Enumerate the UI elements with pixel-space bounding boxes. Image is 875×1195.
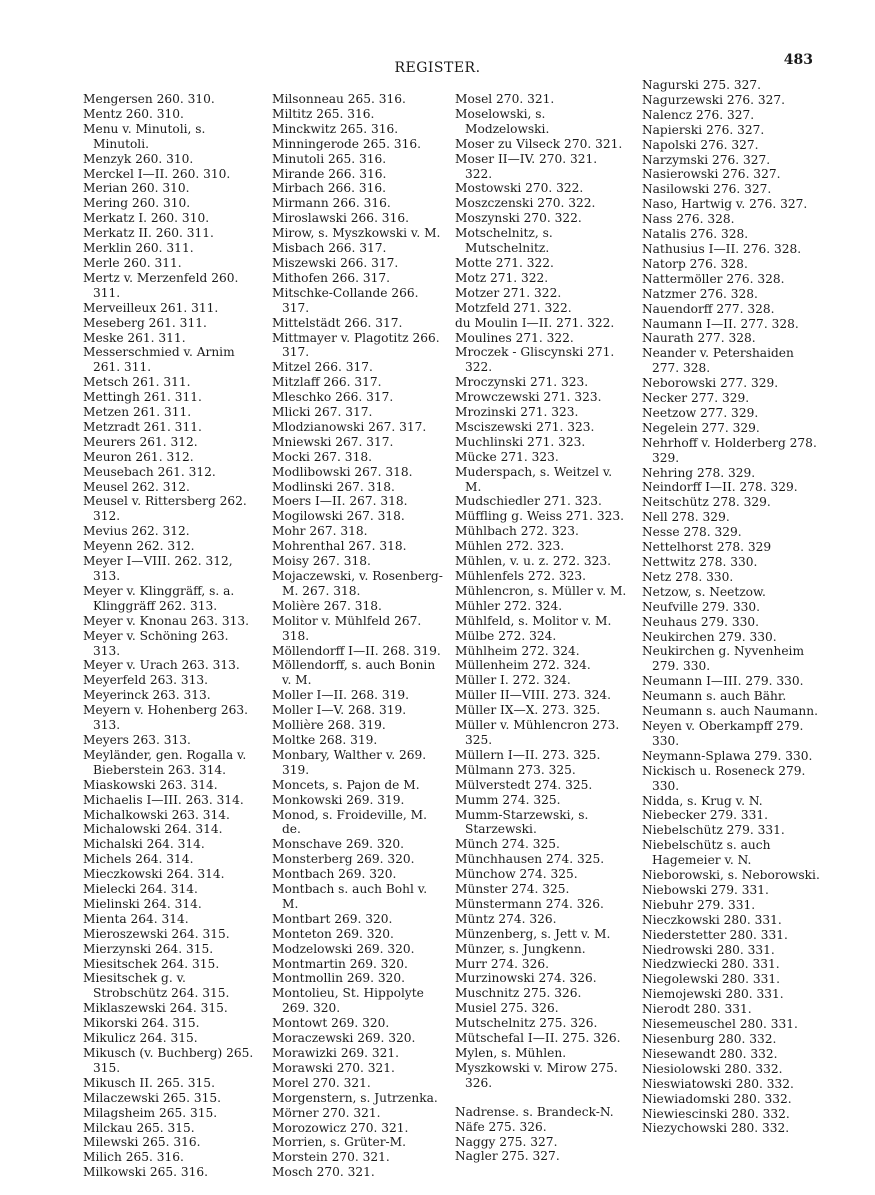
index-entry: Nieswiatowski 280. 332. [642,1076,794,1091]
index-entry: Müller IX—X. 273. 325. [455,703,601,718]
index-entry: Nass 276. 328. [642,212,735,227]
index-entry: Mosch 270. 321. [272,1165,375,1180]
index-entry: Mühlencron, s. Müller v. M. [455,583,627,598]
index-entry: Mikorski 264. 315. [83,1016,200,1031]
index-entry: Moszynski 270. 322. [455,211,582,226]
index-entry: Mielecki 264. 314. [83,882,198,897]
index-entry: Muschnitz 275. 326. [455,986,582,1001]
index-entry: Netz 278. 330. [642,569,734,584]
index-entry: Naumann I—II. 277. 328. [642,316,799,331]
index-entry: Merkatz I. 260. 310. [83,211,210,226]
index-entry: Moser II—IV. 270. 321. 322. [455,151,598,181]
index-entry: Mering 260. 310. [83,196,191,211]
index-entry: Niebelschütz 279. 331. [642,823,785,838]
index-entry: Mudschiedler 271. 323. [455,494,602,509]
index-entry: Mücke 271. 323. [455,449,559,464]
index-entry: Morozowicz 270. 321. [272,1120,409,1135]
index-column-3 [455,92,628,1164]
index-entry: Müllern I—II. 273. 325. [455,747,601,762]
index-entry: Muchlinski 271. 323. [455,434,586,449]
index-entry: Mitschke-Collande 266. 317. [272,285,419,315]
index-entry: Modlinski 267. 318. [272,479,395,494]
index-entry: Michalowski 264. 314. [83,822,223,837]
index-entry: Niederstetter 280. 331. [642,927,788,942]
index-entry: Mitzel 266. 317. [272,360,373,375]
index-entry: Mylen, s. Mühlen. [455,1046,567,1060]
index-entry: Monod, s. Froideville, M. de. [272,807,427,837]
index-entry: Nell 278. 329. [642,510,730,525]
index-entry: Meyerfeld 263. 313. [83,673,209,688]
index-entry: Mollière 268. 319. [272,718,386,733]
index-entry: Merian 260. 310. [83,181,190,196]
index-entry: Michaelis I—III. 263. 314. [83,792,244,807]
index-entry: Mirmann 266. 316. [272,196,391,211]
index-entry: Motschelnitz, s. Mutschelnitz. [455,226,553,256]
index-entry: Nagler 275. 327. [455,1149,560,1164]
index-entry: Murr 274. 326. [455,956,550,971]
index-entry: Negelein 277. 329. [642,420,760,435]
index-entry: Niedrowski 280. 331. [642,942,775,957]
index-entry: Montolieu, St. Hippolyte 269. 320. [272,986,424,1016]
index-entry: Naggy 275. 327. [455,1134,558,1149]
index-entry: Niegolewski 280. 331. [642,972,781,987]
index-entry: Monbary, Walther v. 269. 319. [272,747,427,777]
index-entry: Münstermann 274. 326. [455,896,604,911]
index-entry: Moncets, s. Pajon de M. [272,777,420,792]
index-entry: Meyer I—VIII. 262. 312, 313. [83,554,233,583]
index-entry: Nieczkowski 280. 331. [642,912,782,927]
index-entry: Mroczynski 271. 323. [455,375,589,390]
index-entry: Mentz 260. 310. [83,106,184,121]
index-entry: Molitor v. Mühlfeld 267. 318. [272,613,422,643]
index-entry: Niemojewski 280. 331. [642,987,784,1002]
index-entry: Miesitschek 264. 315. [83,956,220,971]
index-entry: Menzyk 260. 310. [83,151,194,166]
index-entry: Metzradt 261. 311. [83,419,202,434]
index-entry: Mühlheim 272. 324. [455,643,580,658]
index-entry: Mocki 267. 318. [272,449,372,464]
index-entry: Meyer v. Klinggräff, s. a. Klinggräff 262. 313. [83,583,235,613]
index-entry: Morel 270. 321. [272,1075,371,1090]
index-entry: Mettingh 261. 311. [83,390,202,405]
index-entry: Mniewski 267. 317. [272,434,394,449]
index-entry: Niebelschütz s. auch Hagemeier v. N. [642,838,771,868]
index-entry: Merklin 260. 311. [83,241,194,256]
index-entry: Meusel v. Rittersberg 262. 312. [83,494,247,524]
index-entry: Nieborowski, s. Neborowski. [642,868,820,883]
index-entry: Münch 274. 325. [455,837,560,852]
index-entry: Möllendorff, s. auch Bonin v. M. [272,658,436,688]
index-entry: Meusebach 261. 312. [83,464,216,479]
index-entry: Mierzynski 264. 315. [83,941,214,956]
index-entry: Nidda, s. Krug v. N. [642,793,763,808]
index-entry: Motzer 271. 322. [455,285,562,300]
index-entry: Minutoli 265. 316. [272,151,387,166]
index-entry: Mostowski 270. 322. [455,181,584,196]
index-entry: Neborowski 277. 329. [642,376,779,391]
index-entry: Müllenheim 272. 324. [455,658,591,673]
running-header-title: REGISTER. [394,60,481,76]
index-entry: Morgenstern, s. Jutrzenka. [272,1090,438,1105]
index-entry: Niesiolowski 280. 332. [642,1061,783,1076]
index-entry: Myszkowski v. Mirow 275. 326. [455,1060,618,1090]
index-entry: Nalencz 276. 327. [642,107,755,122]
index-entry: Mogilowski 267. 318. [272,509,405,524]
index-entry: Mikusch (v. Buchberg) 265. 315. [83,1046,254,1075]
index-entry: Moselowski, s. Modzelowski. [455,106,550,136]
index-entry: Niedzwiecki 280. 331. [642,957,780,972]
index-entry: Münchow 274. 325. [455,867,578,882]
index-entry: Milich 265. 316. [83,1150,184,1165]
index-entry: Mühlenfels 272. 323. [455,569,587,583]
index-entry: Mumm-Starzewski, s. Starzewski. [455,807,589,837]
index-entry: Merckel I—II. 260. 310. [83,166,231,181]
index-entry: Nickisch u. Roseneck 279. 330. [642,763,806,793]
index-entry: Nehrhoff v. Holderberg 278. 329. [642,435,817,465]
index-entry: Monkowski 269. 319. [272,792,405,807]
index-entry: Milkowski 265. 316. [83,1165,208,1180]
index-entry: Moller I—V. 268. 319. [272,703,407,718]
index-entry: Natalis 276. 328. [642,227,749,242]
index-entry: Mojaczewski, v. Rosenberg-M. 267. 318. [272,569,443,598]
index-entry: Mrowczewski 271. 323. [455,390,602,405]
index-entry: Merveilleux 261. 311. [83,300,219,315]
index-entry: Niewiescinski 280. 332. [642,1106,790,1121]
index-entry: Meyers 263. 313. [83,732,191,747]
index-column-1 [83,92,258,1180]
index-entry: Mleschko 266. 317. [272,390,394,405]
index-entry: Mühlfeld, s. Molitor v. M. [455,613,612,628]
index-entry: Mithofen 266. 317. [272,270,391,285]
index-entry: Mutschelnitz 275. 326. [455,1016,598,1031]
index-entry: Meyer v. Urach 263. 313. [83,658,240,673]
index-entry: Milagsheim 265. 315. [83,1105,218,1120]
index-entry: Montmollin 269. 320. [272,971,406,986]
index-entry: Michalski 264. 314. [83,837,205,852]
index-entry: Milewski 265. 316. [83,1135,201,1150]
index-entry: Nettwitz 278. 330. [642,555,758,569]
index-entry: Mroczek - Gliscynski 271. 322. [455,345,615,375]
index-entry: Meyer v. Schöning 263. 313. [83,628,229,658]
index-entry: Mienta 264. 314. [83,911,189,926]
index-entry: Meyenn 262. 312. [83,539,195,554]
index-entry: Neitschütz 278. 329. [642,495,771,510]
index-entry: Morawski 270. 321. [272,1060,395,1075]
index-entry: Meyländer, gen. Rogalla v. Bieberstein 263. 314. [83,747,247,777]
index-entry: Moraczewski 269. 320. [272,1031,416,1046]
index-entry: Moltke 268. 319. [272,732,378,747]
index-entry: Neumann s. auch Bähr. [642,689,787,704]
index-entry: Müntz 274. 326. [455,911,557,926]
index-entry: Molière 267. 318. [272,598,382,613]
index-entry: Meurers 261. 312. [83,434,198,449]
index-entry: Msciszewski 271. 323. [455,419,595,434]
index-entry: Mevius 262. 312. [83,524,190,539]
index-entry: Mittmayer v. Plagotitz 266. 317. [272,330,440,360]
index-entry: Neukirchen 279. 330. [642,629,777,644]
index-entry: Minckwitz 265. 316. [272,121,399,136]
index-entry: Miltitz 265. 316. [272,106,375,121]
index-entry: Niebowski 279. 331. [642,882,769,897]
index-entry: Naurath 277. 328. [642,331,756,346]
index-entry: Neyen v. Oberkampff 279. 330. [642,718,804,748]
index-entry: Münchhausen 274. 325. [455,852,605,867]
index-entry: Natzmer 276. 328. [642,286,758,301]
index-entry: Morawizki 269. 321. [272,1046,399,1060]
index-entry: Montbach 269. 320. [272,867,397,882]
index-entry: Neumann s. auch Naumann. [642,704,818,719]
index-entry: Meyern v. Hohenberg 263. 313. [83,703,249,733]
index-entry: Milckau 265. 315. [83,1120,195,1135]
index-entry: Miesitschek g. v. Strobschütz 264. 315. [83,971,230,1001]
index-entry: Menu v. Minutoli, s. Minutoli. [83,121,206,151]
index-entry: Merle 260. 311. [83,255,182,270]
index-entry: Nasilowski 276. 327. [642,182,772,197]
index-entry: Mühlen 272. 323. [455,539,565,554]
index-entry: Müller II—VIII. 273. 324. [455,688,611,703]
index-entry: Natorp 276. 328. [642,256,748,271]
index-entry: Münster 274. 325. [455,882,570,897]
index-entry: Nierodt 280. 331. [642,1002,752,1017]
index-entry: Niebuhr 279. 331. [642,897,756,912]
index-entry: Nattermöller 276. 328. [642,271,785,286]
index-entry: Motte 271. 322. [455,255,554,270]
index-entry: Nasierowski 276. 327. [642,167,781,182]
page-number: 483 [783,52,813,68]
index-entry: Motzfeld 271. 322. [455,300,572,315]
index-entry: Moers I—II. 267. 318. [272,494,408,509]
index-column-2 [272,92,444,1180]
index-entry: Morrien, s. Grüter-M. [272,1135,406,1150]
index-entry: Moisy 267. 318. [272,554,371,569]
index-entry: Mlicki 267. 317. [272,405,373,420]
index-entry: Metzen 261. 311. [83,405,192,420]
index-entry: Milsonneau 265. 316. [272,92,406,106]
index-entry: Meske 261. 311. [83,330,186,345]
index-entry: Mirow, s. Myszkowski v. M. [272,226,441,241]
index-entry: Mikusch II. 265. 315. [83,1075,215,1090]
index-entry: Neindorff I—II. 278. 329. [642,480,798,495]
index-entry: Michalkowski 263. 314. [83,807,230,822]
index-entry: Mühlbach 272. 323. [455,524,579,539]
index-entry: Meseberg 261. 311. [83,315,207,330]
index-entry: Mühlen, v. u. z. 272. 323. [455,554,611,569]
index-entry: Mittelstädt 266. 317. [272,315,403,330]
index-entry: Misbach 266. 317. [272,241,387,256]
index-entry: Miroslawski 266. 316. [272,211,409,226]
index-entry: Müller v. Mühlencron 273. 325. [455,718,620,747]
index-entry: Niewiadomski 280. 332. [642,1091,792,1106]
index-entry: Mieroszewski 264. 315. [83,926,230,941]
index-entry: Nettelhorst 278. 329 [642,540,772,555]
index-entry: Meuron 261. 312. [83,449,194,464]
index-entry: Miklaszewski 264. 315. [83,1001,228,1016]
index-entry: Neumann I—III. 279. 330. [642,674,804,689]
index-entry: Mirbach 266. 316. [272,181,386,196]
index-entry: Montbach s. auch Bohl v. M. [272,882,428,911]
index-entry: Müller I. 272. 324. [455,673,571,688]
index-entry: Nagurzewski 276. 327. [642,92,786,107]
index-entry: Meusel 262. 312. [83,479,190,494]
index-entry: Naso, Hartwig v. 276. 327. [642,197,808,212]
index-entry: Narzymski 276. 327. [642,152,771,167]
index-entry: Modlibowski 267. 318. [272,464,413,479]
index-entry: Mitzlaff 266. 317. [272,375,382,390]
index-entry: Minningerode 265. 316. [272,136,422,151]
index-entry: Niesemeuschel 280. 331. [642,1017,798,1032]
index-entry: Milaczewski 265. 315. [83,1090,221,1105]
index-entry: Moszczenski 270. 322. [455,196,596,211]
index-entry: Mörner 270. 321. [272,1105,381,1120]
index-entry: Mülverstedt 274. 325. [455,777,593,792]
index-entry: Mlodzianowski 267. 317. [272,419,427,434]
index-entry: Moser zu Vilseck 270. 321. [455,136,623,151]
index-entry: Morstein 270. 321. [272,1150,390,1165]
index-entry: Neukirchen g. Nyvenheim 279. 330. [642,644,805,674]
index-entry: Möllendorff I—II. 268. 319. [272,643,441,658]
index-entry: Müffling g. Weiss 271. 323. [455,509,625,524]
index-entry: Neander v. Petershaiden 277. 328. [642,346,794,376]
index-entry: Meyer v. Knonau 263. 313. [83,613,249,628]
index-entry: Neetzow 277. 329. [642,405,759,420]
index-entry: Monsterberg 269. 320. [272,852,415,867]
index-entry: Montmartin 269. 320. [272,956,408,971]
index-entry: Monschave 269. 320. [272,837,404,852]
index-entry: Mohr 267. 318. [272,524,368,539]
index-entry: Mütschefal I—II. 275. 326. [455,1031,621,1046]
index-entry: Nehring 278. 329. [642,465,756,480]
index-column-4 [642,78,820,1136]
index-entry: Mikulicz 264. 315. [83,1031,198,1046]
index-entry: Motz 271. 322. [455,270,549,285]
index-entry: Muderspach, s. Weitzel v. M. [455,464,613,494]
index-entry: Mengersen 260. 310. [83,92,215,106]
index-entry: Necker 277. 329. [642,391,750,406]
index-entry: Mohrenthal 267. 318. [272,539,407,554]
index-entry: Modzelowski 269. 320. [272,941,415,956]
index-entry: Mirande 266. 316. [272,166,387,181]
index-entry: Neymann-Splawa 279. 330. [642,748,813,763]
index-entry: Niesenburg 280. 332. [642,1032,777,1046]
index-entry: Michels 264. 314. [83,852,194,867]
index-entry: Musiel 275. 326. [455,1001,559,1016]
index-entry: Niebecker 279. 331. [642,808,769,823]
index-entry: Meyerinck 263. 313. [83,688,211,703]
index-entry: Mertz v. Merzenfeld 260. 311. [83,270,239,300]
index-entry: Niezychowski 280. 332. [642,1121,790,1136]
index-entry: Mieczkowski 264. 314. [83,867,225,882]
index-entry: Mumm 274. 325. [455,792,561,807]
index-entry: Mühler 272. 324. [455,598,563,613]
index-entry: Napierski 276. 327. [642,122,765,137]
index-entry: Nathusius I—II. 276. 328. [642,241,802,256]
index-entry: Montbart 269. 320. [272,911,393,926]
index-entry: Messerschmied v. Arnim 261. 311. [83,345,235,375]
index-entry: Monteton 269. 320. [272,926,394,941]
index-entry: Mrozinski 271. 323. [455,405,579,420]
index-entry: Mülbe 272. 324. [455,628,557,643]
index-entry: Münzenberg, s. Jett v. M. [455,926,611,941]
index-entry: Netzow, s. Neetzow. [642,584,766,599]
index-entry: Miaskowski 263. 314. [83,777,218,792]
index-entry: Nadrense. s. Brandeck-N. [455,1104,614,1119]
index-entry: Napolski 276. 327. [642,137,759,152]
index-entry: Metsch 261. 311. [83,375,191,390]
index-entry: Moller I—II. 268. 319. [272,688,410,703]
index-entry: Montowt 269. 320. [272,1016,390,1031]
index-entry: Miszewski 266. 317. [272,255,399,270]
index-entry: Neuhaus 279. 330. [642,614,759,629]
index-entry: Murzinowski 274. 326. [455,971,597,986]
index-entry: Mülmann 273. 325. [455,762,576,777]
index-entry: Nesse 278. 329. [642,525,742,540]
index-entry: Nagurski 275. 327. [642,78,761,92]
index-entry: Nauendorff 277. 328. [642,301,775,316]
index-entry: Mielinski 264. 314. [83,896,202,911]
index-entry: Mosel 270. 321. [455,92,555,106]
index-entry: du Moulin I—II. 271. 322. [455,315,615,330]
index-entry: Niesewandt 280. 332. [642,1046,778,1061]
index-entry: Neufville 279. 330. [642,599,761,614]
index-entry: Moulines 271. 322. [455,330,574,345]
index-entry: Merkatz II. 260. 311. [83,226,214,241]
index-entry: Näfe 275. 326. [455,1119,547,1134]
index-entry: Münzer, s. Jungkenn. [455,941,586,956]
